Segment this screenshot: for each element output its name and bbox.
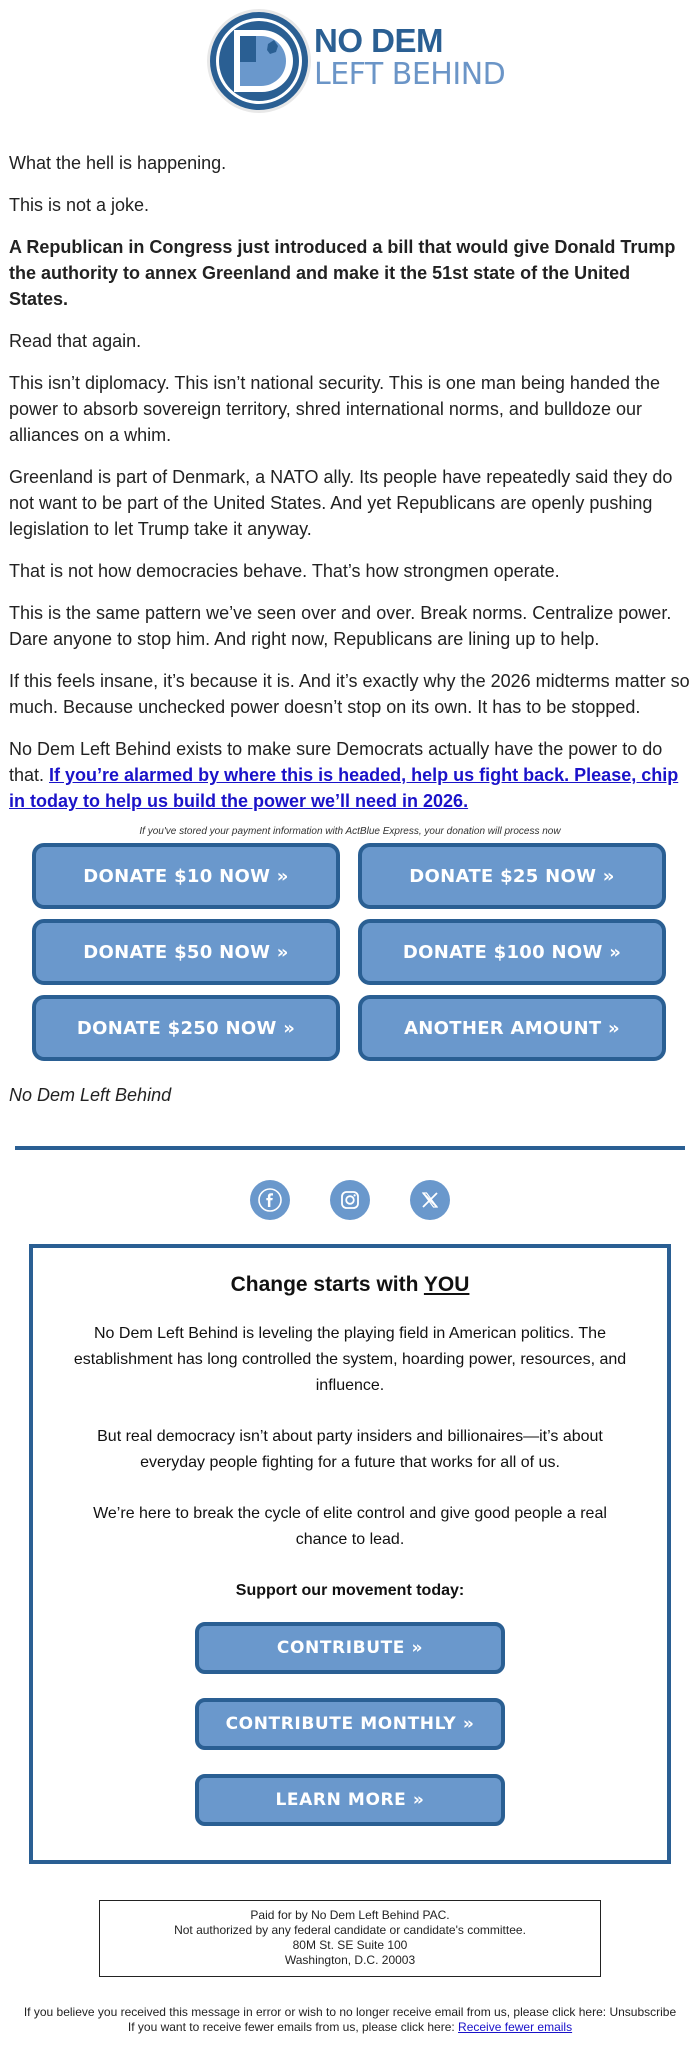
donate-250-button[interactable]: DONATE $250 NOW » (32, 995, 340, 1061)
learn-more-button[interactable]: LEARN MORE » (195, 1774, 505, 1826)
contribute-button[interactable]: CONTRIBUTE » (195, 1622, 505, 1674)
donate-50-button[interactable]: DONATE $50 NOW » (32, 919, 340, 985)
email-body (0, 150, 700, 814)
box-title-emphasis: YOU (423, 1273, 470, 1296)
fewer-emails-line (0, 2020, 700, 2035)
body-paragraph: This isn’t diplomacy. This isn’t national security. This is one man being handed the power to absorb sovereign territory, shred international norms, and bulldoze our alliances on a whim. (9, 373, 661, 445)
box-title (73, 1273, 627, 1297)
donate-25-button[interactable]: DONATE $25 NOW » (358, 843, 666, 909)
logo-line-1: NO DEM (314, 22, 443, 59)
body-paragraph-bold: A Republican in Congress just introduced a bill that would give Donald Trump the authority to annex Greenland and make it the 51st state of the United States. (9, 237, 676, 309)
donate-link[interactable]: If you’re alarmed by where this is headed, help us fight back. Please, chip in today to help us build the power we’ll need in 2026. (9, 765, 679, 811)
box-paragraph: But real democracy isn’t about party insiders and billionaires—it’s about everyday people fighting for a future that works for all of us. (97, 1428, 603, 1471)
signoff: No Dem Left Behind (9, 1085, 172, 1105)
paid-for-disclaimer (99, 1900, 601, 1977)
box-title-text: Change starts with (230, 1273, 424, 1296)
email-header (0, 0, 700, 150)
disclaimer-line: Not authorized by any federal candidate or candidate's committee. (174, 1923, 526, 1937)
donate-button-grid (0, 843, 700, 1061)
actblue-note: If you've stored your payment information with ActBlue Express, your donation will process now (139, 826, 561, 837)
logo-line-2: LEFT BEHIND (314, 57, 506, 92)
unsubscribe-line: If you believe you received this message in error or wish to no longer receive email from us, please click here: Unsubscribe (23, 2005, 677, 2019)
body-text: No Dem Left Behind exists to make sure Democrats actually have the power to do that. (9, 739, 663, 785)
donate-100-button[interactable]: DONATE $100 NOW » (358, 919, 666, 985)
body-paragraph: What the hell is happening. (9, 153, 227, 173)
body-paragraph: That is not how democracies behave. That’s how strongmen operate. (9, 561, 560, 581)
body-paragraph: This is not a joke. (9, 195, 150, 215)
social-links (0, 1180, 700, 1220)
contribute-monthly-button[interactable]: CONTRIBUTE MONTHLY » (195, 1698, 505, 1750)
fewer-emails-link[interactable]: Receive fewer emails (458, 2020, 573, 2034)
box-paragraph: We’re here to break the cycle of elite control and give good people a real chance to lead. (93, 1505, 607, 1548)
body-paragraph (9, 736, 691, 814)
x-icon[interactable] (410, 1180, 450, 1220)
disclaimer-line: 80M St. SE Suite 100 (292, 1938, 408, 1952)
fewer-emails-text: If you want to receive fewer emails from us, please click here: (127, 2020, 459, 2034)
disclaimer-line: Washington, D.C. 20003 (284, 1953, 416, 1967)
box-paragraph: No Dem Left Behind is leveling the playing field in American politics. The establishment has long controlled the system, hoarding power, resources, and influence. (73, 1325, 627, 1394)
movement-box (29, 1244, 671, 1864)
facebook-icon[interactable] (250, 1180, 290, 1220)
body-paragraph: Read that again. (9, 331, 142, 351)
support-heading: Support our movement today: (235, 1582, 465, 1599)
body-paragraph: Greenland is part of Denmark, a NATO ally. Its people have repeatedly said they do not want to be part of the United States. And yet Republicans are openly pushing legislation to let Trump take it anyway. (9, 467, 673, 539)
donate-10-button[interactable]: DONATE $10 NOW » (32, 843, 340, 909)
disclaimer-line: Paid for by No Dem Left Behind PAC. (250, 1908, 450, 1922)
body-paragraph: This is the same pattern we’ve seen over and over. Break norms. Centralize power. Dare anyone to stop him. And right now, Republicans are lining up to help. (9, 603, 672, 649)
email-footer (0, 2005, 700, 2035)
instagram-icon[interactable] (330, 1180, 370, 1220)
another-amount-button[interactable]: ANOTHER AMOUNT » (358, 995, 666, 1061)
divider (15, 1146, 685, 1150)
body-paragraph: If this feels insane, it’s because it is. And it’s exactly why the 2026 midterms matter so much. Because unchecked power doesn’t stop on its own. It has to be stopped. (9, 671, 690, 717)
logo-wordmark (314, 24, 505, 92)
logo-icon (204, 6, 314, 116)
